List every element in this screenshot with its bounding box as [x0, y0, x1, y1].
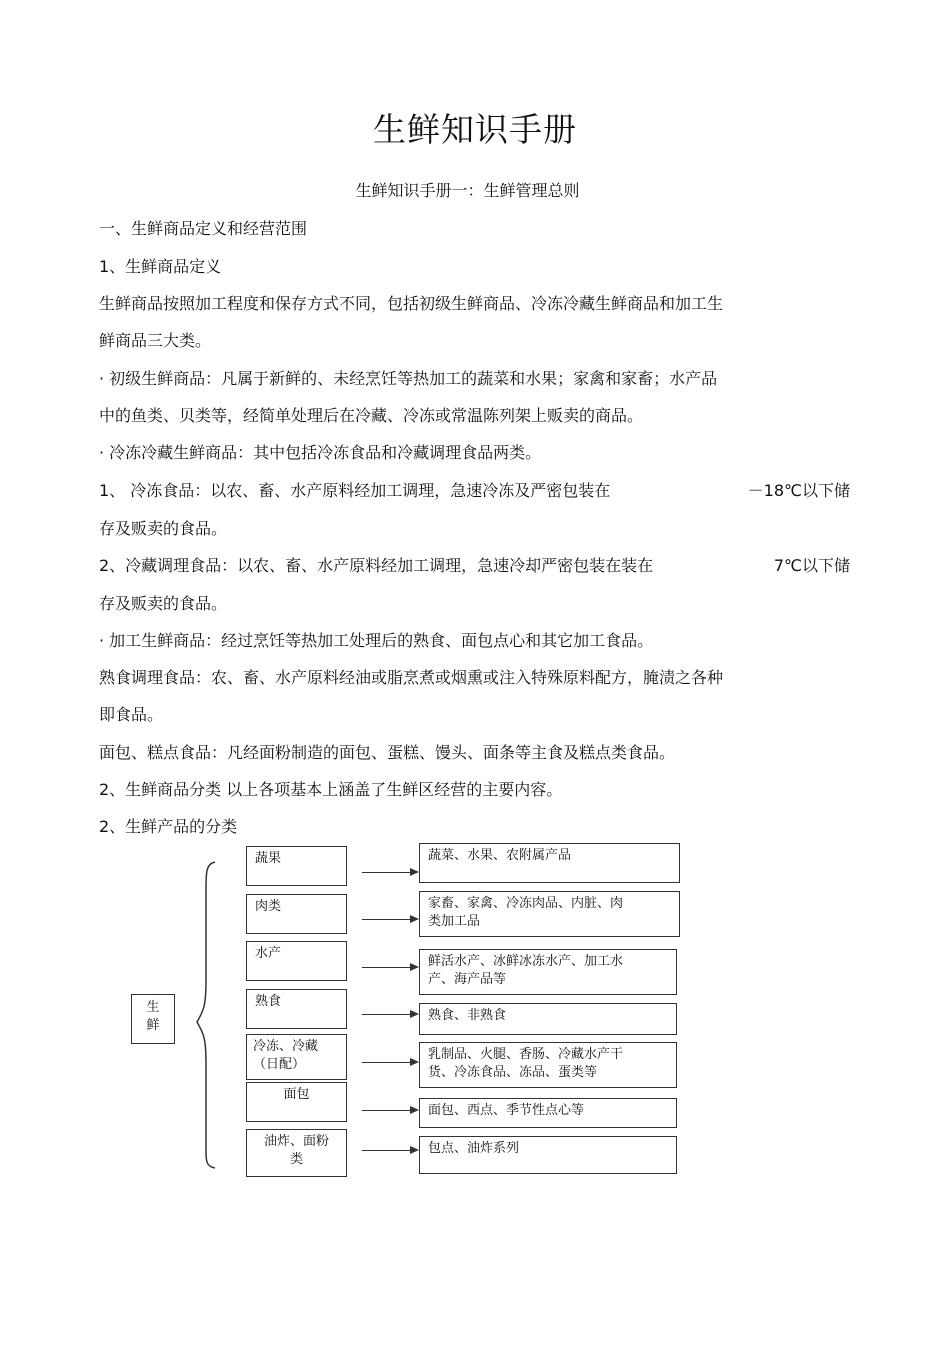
- paragraph-line: 即食品。: [99, 705, 164, 724]
- category-box-meat: 肉类: [246, 894, 347, 934]
- document-title: 生鲜知识手册: [373, 110, 577, 149]
- paragraph-line: 熟食调理食品：农、畜、水产原料经油或脂烹煮或烟熏或注入特殊原料配方，腌渍之各种: [99, 668, 724, 687]
- heading-section-1: 一、生鲜商品定义和经营范围: [99, 219, 308, 238]
- document-subtitle: 生鲜知识手册一：生鲜管理总则: [355, 181, 580, 200]
- detail-box-bread: 面包、西点、季节性点心等: [419, 1098, 677, 1128]
- temperature-text: 7℃以下储: [773, 556, 850, 575]
- paragraph-line: 鲜商品三大类。: [99, 331, 212, 350]
- arrow-icon: [362, 967, 417, 968]
- arrow-icon: [362, 1110, 417, 1111]
- heading-definition: 1、生鲜商品定义: [99, 257, 222, 276]
- arrow-icon: [362, 1150, 417, 1151]
- root-box: 生 鲜: [131, 994, 175, 1044]
- detail-box-frozen-chilled: 乳制品、火腿、香肠、冷藏水产干 货、冷冻食品、冻品、蛋类等: [419, 1042, 677, 1088]
- category-box-fruits-vegetables: 蔬果: [246, 846, 347, 886]
- detail-box-meat: 家畜、家禽、冷冻肉品、内脏、肉 类加工品: [419, 891, 680, 937]
- arrow-icon: [362, 919, 417, 920]
- paragraph-line: 生鲜商品按照加工程度和保存方式不同，包括初级生鲜商品、冷冻冷藏生鲜商品和加工生: [99, 294, 724, 313]
- detail-box-deli: 熟食、非熟食: [419, 1003, 677, 1035]
- category-box-frozen-chilled: 冷冻、冷藏 （日配）: [246, 1034, 347, 1080]
- paragraph-line: 2、冷藏调理食品：以农、畜、水产原料经加工调理，急速冷却严密包装在装在: [99, 556, 654, 575]
- bullet-line: · 加工生鲜商品：经过烹饪等热加工处理后的熟食、面包点心和其它加工食品。: [99, 631, 654, 650]
- detail-box-fruits-vegetables: 蔬菜、水果、农附属产品: [419, 843, 680, 883]
- temperature-text: －18℃以下储: [747, 481, 850, 500]
- paragraph-line: 1、 冷冻食品：以农、畜、水产原料经加工调理，急速冷冻及严密包装在: [99, 481, 611, 500]
- arrow-icon: [362, 1062, 417, 1063]
- classification-diagram: [0, 840, 950, 1180]
- category-box-seafood: 水产: [246, 941, 347, 981]
- arrow-icon: [362, 872, 417, 873]
- category-box-deli: 熟食: [246, 989, 347, 1029]
- heading-classification: 2、生鲜商品分类 以上各项基本上涵盖了生鲜区经营的主要内容。: [99, 780, 563, 799]
- arrow-icon: [362, 1014, 417, 1015]
- detail-box-seafood: 鲜活水产、冰鲜冰冻水产、加工水 产、海产品等: [419, 949, 677, 995]
- category-box-bread: 面包: [246, 1082, 347, 1122]
- paragraph-line: 存及贩卖的食品。: [99, 519, 228, 538]
- paragraph-line: 面包、糕点食品：凡经面粉制造的面包、蛋糕、馒头、面条等主食及糕点类食品。: [99, 743, 676, 762]
- heading-product-classification: 2、生鲜产品的分类: [99, 817, 238, 836]
- category-box-fried-flour: 油炸、面粉 类: [246, 1129, 347, 1177]
- bullet-line: · 冷冻冷藏生鲜商品：其中包括冷冻食品和冷藏调理食品两类。: [99, 443, 542, 462]
- paragraph-line: 存及贩卖的食品。: [99, 594, 228, 613]
- detail-box-fried-flour: 包点、油炸系列: [419, 1136, 677, 1174]
- bullet-line: · 初级生鲜商品：凡属于新鲜的、未经烹饪等热加工的蔬菜和水果；家禽和家畜；水产品: [99, 369, 718, 388]
- brace-icon: [195, 860, 219, 1170]
- paragraph-line: 中的鱼类、贝类等，经简单处理后在冷藏、冷冻或常温陈列架上贩卖的商品。: [99, 406, 644, 425]
